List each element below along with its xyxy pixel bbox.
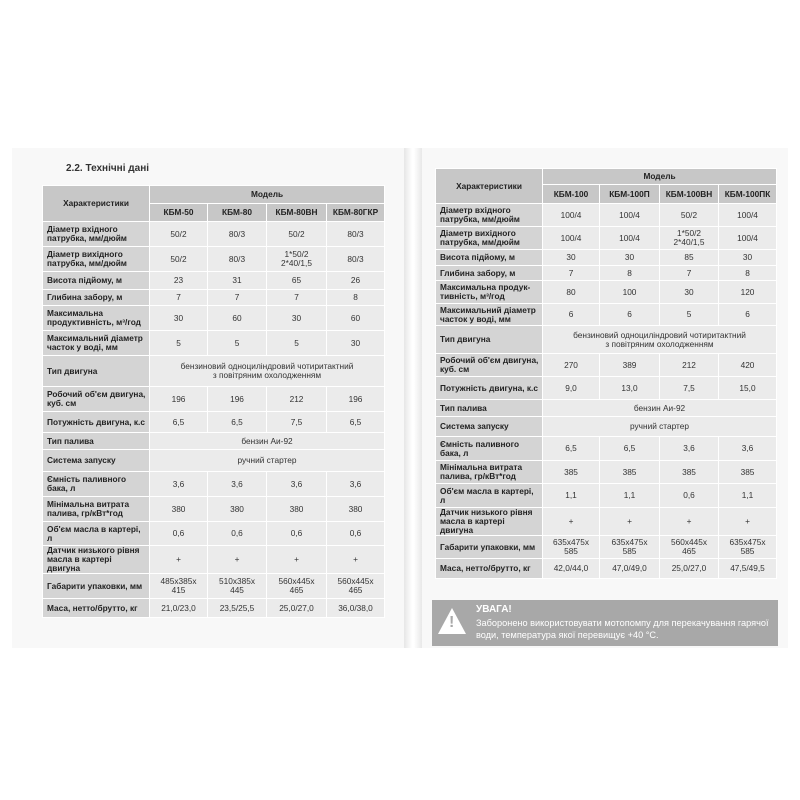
row-value: 385: [600, 461, 660, 484]
table-row: [43, 356, 385, 387]
row-value: 30: [327, 331, 385, 356]
row-label: Глибина забору, м: [436, 266, 543, 281]
row-value: 420: [719, 354, 777, 377]
row-value: 7: [543, 266, 600, 281]
row-value-span: ручний стартер: [150, 450, 385, 472]
row-value: 635x475x 585: [543, 536, 600, 559]
table-row: [436, 559, 777, 579]
row-value-span: бензин Аи-92: [150, 433, 385, 450]
table-row: [436, 227, 777, 250]
row-label: Мінімальна витрата палива, гр/кВт*год: [436, 461, 543, 484]
row-value: 50/2: [150, 222, 208, 247]
row-value: 0,6: [660, 484, 719, 508]
row-value: 15,0: [719, 377, 777, 400]
row-label: Об'єм масла в картері, л: [43, 522, 150, 546]
header-characteristics: Характеристики: [43, 186, 150, 222]
row-value: 196: [327, 387, 385, 412]
row-value: 47,0/49,0: [600, 559, 660, 579]
row-value: 385: [719, 461, 777, 484]
row-label: Потужність двигуна, к.с: [436, 377, 543, 400]
row-value: 1,1: [543, 484, 600, 508]
row-label: Маса, нетто/брутто, кг: [43, 599, 150, 618]
row-value: 6,5: [543, 437, 600, 461]
row-value: 100/4: [600, 227, 660, 250]
row-value: 30: [543, 250, 600, 266]
row-label: Датчик низького рівня масла в картері двигуна: [43, 546, 150, 574]
table-row: [43, 247, 385, 272]
row-value: 31: [208, 272, 267, 290]
row-value: 0,6: [327, 522, 385, 546]
table-row: [43, 222, 385, 247]
row-value: 120: [719, 281, 777, 304]
row-value: 6: [719, 304, 777, 326]
row-value: 60: [327, 306, 385, 331]
row-label: Система запуску: [43, 450, 150, 472]
table-row: [43, 433, 385, 450]
model-name: КБМ-80ВН: [267, 204, 327, 222]
row-label: Ємність паливного бака, л: [436, 437, 543, 461]
row-value: 85: [660, 250, 719, 266]
row-value: 7,5: [267, 412, 327, 433]
row-label: Габарити упаковки, мм: [436, 536, 543, 559]
row-value: 7: [150, 290, 208, 306]
row-value: 30: [660, 281, 719, 304]
row-label: Тип двигуна: [43, 356, 150, 387]
row-value: 25,0/27,0: [660, 559, 719, 579]
row-value: 100/4: [543, 227, 600, 250]
section-title: 2.2. Технічні дані: [66, 163, 150, 174]
row-value: 80/3: [327, 222, 385, 247]
table-row: [436, 377, 777, 400]
row-value: 510x385x 445: [208, 574, 267, 599]
table-row: [436, 204, 777, 227]
row-value: 8: [719, 266, 777, 281]
book-gutter: [404, 148, 422, 648]
row-label: Ємність паливного бака, л: [43, 472, 150, 497]
model-name: КБМ-100П: [600, 185, 660, 204]
row-value: 8: [327, 290, 385, 306]
row-value: 80/3: [327, 247, 385, 272]
table-row: [43, 574, 385, 599]
row-value: 635x475x 585: [600, 536, 660, 559]
table-row: [436, 484, 777, 508]
row-value-span: ручний стартер: [543, 417, 777, 437]
row-value: 21,0/23,0: [150, 599, 208, 618]
warning-title: УВАГА!: [476, 604, 512, 615]
table-row: [43, 599, 385, 618]
row-value: 635x475x 585: [719, 536, 777, 559]
row-value: 50/2: [660, 204, 719, 227]
row-label: Діаметр вхідного патрубка, мм/дюйм: [43, 222, 150, 247]
right-spec-table: [435, 168, 777, 579]
row-value-span: бензиновий одноциліндровий чотиритактний з повітряним охолодженням: [150, 356, 385, 387]
row-value: 80: [543, 281, 600, 304]
header-model: Модель: [150, 186, 385, 204]
row-value: 3,6: [267, 472, 327, 497]
row-value: 212: [660, 354, 719, 377]
row-value: 5: [267, 331, 327, 356]
row-value: 65: [267, 272, 327, 290]
row-value: 0,6: [208, 522, 267, 546]
row-value: 5: [150, 331, 208, 356]
row-value: +: [660, 508, 719, 536]
row-value: 80/3: [208, 247, 267, 272]
row-value: 30: [719, 250, 777, 266]
row-value: 100: [600, 281, 660, 304]
row-value: 80/3: [208, 222, 267, 247]
row-value: 100/4: [719, 227, 777, 250]
row-value: 100/4: [600, 204, 660, 227]
row-value: 380: [327, 497, 385, 522]
row-value: 42,0/44,0: [543, 559, 600, 579]
row-label: Тип палива: [43, 433, 150, 450]
row-value: 8: [600, 266, 660, 281]
row-value: 36,0/38,0: [327, 599, 385, 618]
row-value: 560x445x 465: [660, 536, 719, 559]
table-row: [436, 326, 777, 354]
row-label: Діаметр вихідного патрубка, мм/дюйм: [436, 227, 543, 250]
row-value: 1,1: [600, 484, 660, 508]
row-value: 0,6: [267, 522, 327, 546]
row-value: 5: [660, 304, 719, 326]
row-value: 5: [208, 331, 267, 356]
row-label: Максимальний діаметр часток у воді, мм: [43, 331, 150, 356]
warning-box: [432, 600, 778, 646]
row-value: 7: [660, 266, 719, 281]
table-row: [43, 306, 385, 331]
row-value: 196: [208, 387, 267, 412]
row-value: 13,0: [600, 377, 660, 400]
row-value: 30: [600, 250, 660, 266]
table-row: [43, 472, 385, 497]
row-value: 560x445x 465: [267, 574, 327, 599]
row-value: 6,5: [600, 437, 660, 461]
table-row: [43, 331, 385, 356]
row-label: Система запуску: [436, 417, 543, 437]
row-label: Діаметр вихідного патрубка, мм/дюйм: [43, 247, 150, 272]
row-label: Мінімальна витрата палива, гр/кВт*год: [43, 497, 150, 522]
row-label: Максимальна продук-тивність, м³/год: [436, 281, 543, 304]
header-model: Модель: [543, 169, 777, 185]
table-row: [436, 437, 777, 461]
row-label: Тип палива: [436, 400, 543, 417]
row-value: 385: [543, 461, 600, 484]
model-name: КБМ-80ГКР: [327, 204, 385, 222]
row-value: 1*50/2 2*40/1,5: [660, 227, 719, 250]
row-value: +: [267, 546, 327, 574]
row-value: 6: [543, 304, 600, 326]
row-value: 7: [208, 290, 267, 306]
model-name: КБМ-100ПК: [719, 185, 777, 204]
row-value: 485x385x 415: [150, 574, 208, 599]
row-value: 6,5: [208, 412, 267, 433]
table-row: [436, 417, 777, 437]
row-value: 385: [660, 461, 719, 484]
row-value: 380: [150, 497, 208, 522]
row-value: +: [719, 508, 777, 536]
row-value: 0,6: [150, 522, 208, 546]
left-spec-table: [42, 185, 385, 618]
row-value: +: [543, 508, 600, 536]
row-label: Максимальний діаметр часток у воді, мм: [436, 304, 543, 326]
row-value-span: бензиновий одноциліндровий чотиритактний з повітряним охолодженням: [543, 326, 777, 354]
row-label: Датчик низького рівня масла в картері двигуна: [436, 508, 543, 536]
row-value: 100/4: [719, 204, 777, 227]
row-value: 380: [208, 497, 267, 522]
row-value: 7,5: [660, 377, 719, 400]
table-row: [43, 412, 385, 433]
table-row: [436, 266, 777, 281]
table-row: [436, 281, 777, 304]
row-value: 60: [208, 306, 267, 331]
row-label: Висота підйому, м: [436, 250, 543, 266]
row-value: 50/2: [267, 222, 327, 247]
row-value: 3,6: [660, 437, 719, 461]
row-value: 3,6: [719, 437, 777, 461]
table-row: [436, 250, 777, 266]
exclamation-icon: !: [449, 614, 455, 631]
row-label: Потужність двигуна, к.с: [43, 412, 150, 433]
row-value: 26: [327, 272, 385, 290]
row-value: 3,6: [327, 472, 385, 497]
model-name: КБМ-100ВН: [660, 185, 719, 204]
table-row: [43, 272, 385, 290]
row-value: 7: [267, 290, 327, 306]
table-row: [43, 497, 385, 522]
row-label: Максимальна продуктивність, м³/год: [43, 306, 150, 331]
table-row: [43, 387, 385, 412]
model-name: КБМ-100: [543, 185, 600, 204]
row-value: 6: [600, 304, 660, 326]
table-row: [436, 508, 777, 536]
row-value: 1*50/2 2*40/1,5: [267, 247, 327, 272]
row-value: 1,1: [719, 484, 777, 508]
row-value: 6,5: [327, 412, 385, 433]
header-characteristics: Характеристики: [436, 169, 543, 204]
row-label: Глибина забору, м: [43, 290, 150, 306]
row-value: +: [327, 546, 385, 574]
row-value-span: бензин Аи-92: [543, 400, 777, 417]
row-value: +: [150, 546, 208, 574]
row-value: 212: [267, 387, 327, 412]
row-value: 50/2: [150, 247, 208, 272]
row-value: 100/4: [543, 204, 600, 227]
row-label: Об'єм масла в картері, л: [436, 484, 543, 508]
row-value: 23: [150, 272, 208, 290]
row-value: 389: [600, 354, 660, 377]
model-name: КБМ-50: [150, 204, 208, 222]
table-row: [436, 354, 777, 377]
row-value: 270: [543, 354, 600, 377]
row-value: 6,5: [150, 412, 208, 433]
table-row: [43, 522, 385, 546]
table-row: [436, 400, 777, 417]
row-value: 25,0/27,0: [267, 599, 327, 618]
table-row: [43, 546, 385, 574]
row-value: 9,0: [543, 377, 600, 400]
row-value: +: [208, 546, 267, 574]
row-value: 196: [150, 387, 208, 412]
row-label: Маса, нетто/брутто, кг: [436, 559, 543, 579]
row-value: 3,6: [150, 472, 208, 497]
table-row: [436, 461, 777, 484]
warning-text: Заборонено використовувати мотопомпу для перекачування гарячої води, температура якої перевищує +40 °С.: [476, 618, 769, 640]
row-label: Габарити упаковки, мм: [43, 574, 150, 599]
row-value: 560x445x 465: [327, 574, 385, 599]
row-label: Робочий об'єм двигуна, куб. см: [436, 354, 543, 377]
row-value: 3,6: [208, 472, 267, 497]
row-value: 30: [150, 306, 208, 331]
row-value: +: [600, 508, 660, 536]
row-label: Висота підйому, м: [43, 272, 150, 290]
table-row: [436, 304, 777, 326]
table-row: [43, 450, 385, 472]
row-value: 47,5/49,5: [719, 559, 777, 579]
row-value: 30: [267, 306, 327, 331]
model-name: КБМ-80: [208, 204, 267, 222]
table-row: [43, 290, 385, 306]
row-label: Діаметр вхідного патрубка, мм/дюйм: [436, 204, 543, 227]
row-value: 380: [267, 497, 327, 522]
table-row: [436, 536, 777, 559]
row-label: Робочий об'єм двигуна, куб. см: [43, 387, 150, 412]
row-value: 23,5/25,5: [208, 599, 267, 618]
row-label: Тип двигуна: [436, 326, 543, 354]
